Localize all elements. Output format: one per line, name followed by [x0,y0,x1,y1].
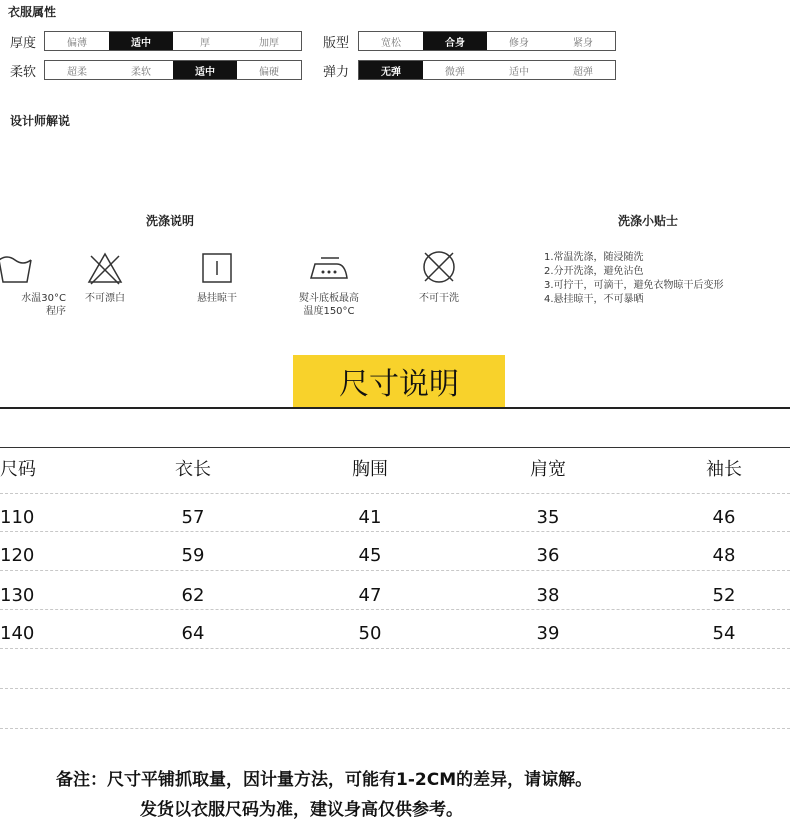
iron-150-icon [307,250,351,286]
size-header: 肩宽 [530,459,566,480]
attribute-option: 微弹 [445,66,465,78]
attribute-scale [358,31,616,51]
attribute-option: 超柔 [67,66,87,78]
attribute-option: 加厚 [259,37,279,49]
size-cell: 48 [712,545,736,566]
attribute-option-selected: 合身 [423,32,487,50]
size-cell: 120 [0,545,35,566]
size-header: 胸围 [352,459,388,480]
row-divider [0,493,790,494]
size-cell: 41 [358,507,382,528]
care-item-iron [274,250,384,318]
attribute-label: 厚度 [10,36,37,51]
attribute-option-selected: 适中 [173,61,237,79]
tip-line: 1.常温洗涤，随浸随洗 [544,252,644,263]
size-cell: 64 [181,623,205,644]
row-divider [0,648,790,649]
row-divider [0,531,790,532]
size-header: 袖长 [706,459,742,480]
size-cell: 38 [536,585,560,606]
size-cell: 62 [181,585,205,606]
attribute-option: 修身 [509,37,529,49]
size-cell: 59 [181,545,205,566]
attribute-option: 偏硬 [259,66,279,78]
size-cell: 110 [0,507,35,528]
no-bleach-icon [85,250,125,286]
size-cell: 50 [358,623,382,644]
note-line-2: 发货以衣服尺码为准，建议身高仅供参考。 [140,800,463,820]
care-item-dryclean [384,248,494,305]
care-label: 水温30°C 程序 [21,293,66,317]
row-divider [0,728,790,729]
attribute-scale [44,31,302,51]
size-cell: 39 [536,623,560,644]
size-cell: 45 [358,545,382,566]
care-label: 悬挂晾干 [197,293,237,304]
care-item-dry [162,250,272,305]
size-cell: 46 [712,507,736,528]
wash-title: 洗涤说明 [146,214,195,228]
row-divider [0,570,790,571]
attribute-option-selected: 无弹 [359,61,423,79]
size-cell: 35 [536,507,560,528]
attribute-label: 柔软 [10,65,37,80]
divider [0,407,790,409]
attribute-label: 版型 [323,36,350,51]
attribute-option: 厚 [200,37,210,49]
designer-title: 设计师解说 [10,114,71,128]
size-header: 衣长 [175,459,211,480]
attribute-scale [44,60,302,80]
tip-line: 4.悬挂晾干，不可暴晒 [544,294,644,305]
attribute-option: 适中 [509,66,529,78]
size-cell: 54 [712,623,736,644]
tips-title: 洗涤小贴士 [618,214,679,228]
tips-list [544,251,724,307]
attribute-option-selected: 适中 [109,32,173,50]
attribute-scale [358,60,616,80]
hang-dry-icon [197,250,237,286]
wash-30-icon [0,250,35,286]
size-cell: 47 [358,585,382,606]
size-header: 尺码 [0,459,36,480]
size-cell: 140 [0,623,35,644]
attribute-label: 弹力 [323,65,350,80]
attribute-option: 宽松 [381,37,401,49]
size-cell: 52 [712,585,736,606]
care-label: 熨斗底板最高 温度150°C [299,293,359,317]
no-dry-clean-icon [419,248,459,286]
attribute-option: 紧身 [573,37,593,49]
size-cell: 36 [536,545,560,566]
care-label: 不可干洗 [419,293,459,304]
size-cell: 130 [0,585,35,606]
size-cell: 57 [181,507,205,528]
divider [0,447,790,448]
row-divider [0,609,790,610]
row-divider [0,688,790,689]
tip-line: 3.可拧干，可滴干，避免衣物晾干后变形 [544,280,724,291]
attribute-option: 超弹 [573,66,593,78]
care-item-bleach [50,250,160,305]
attributes-title: 衣服属性 [8,5,57,19]
attribute-option: 柔软 [131,66,151,78]
note-line-1: 备注：尺寸平铺抓取量，因计量方法，可能有1-2CM的差异，请谅解。 [56,770,593,790]
tip-line: 2.分开洗涤，避免沾色 [544,266,644,277]
care-label: 不可漂白 [85,293,125,304]
attribute-option: 偏薄 [67,37,87,49]
size-banner: 尺寸说明 [293,355,505,407]
